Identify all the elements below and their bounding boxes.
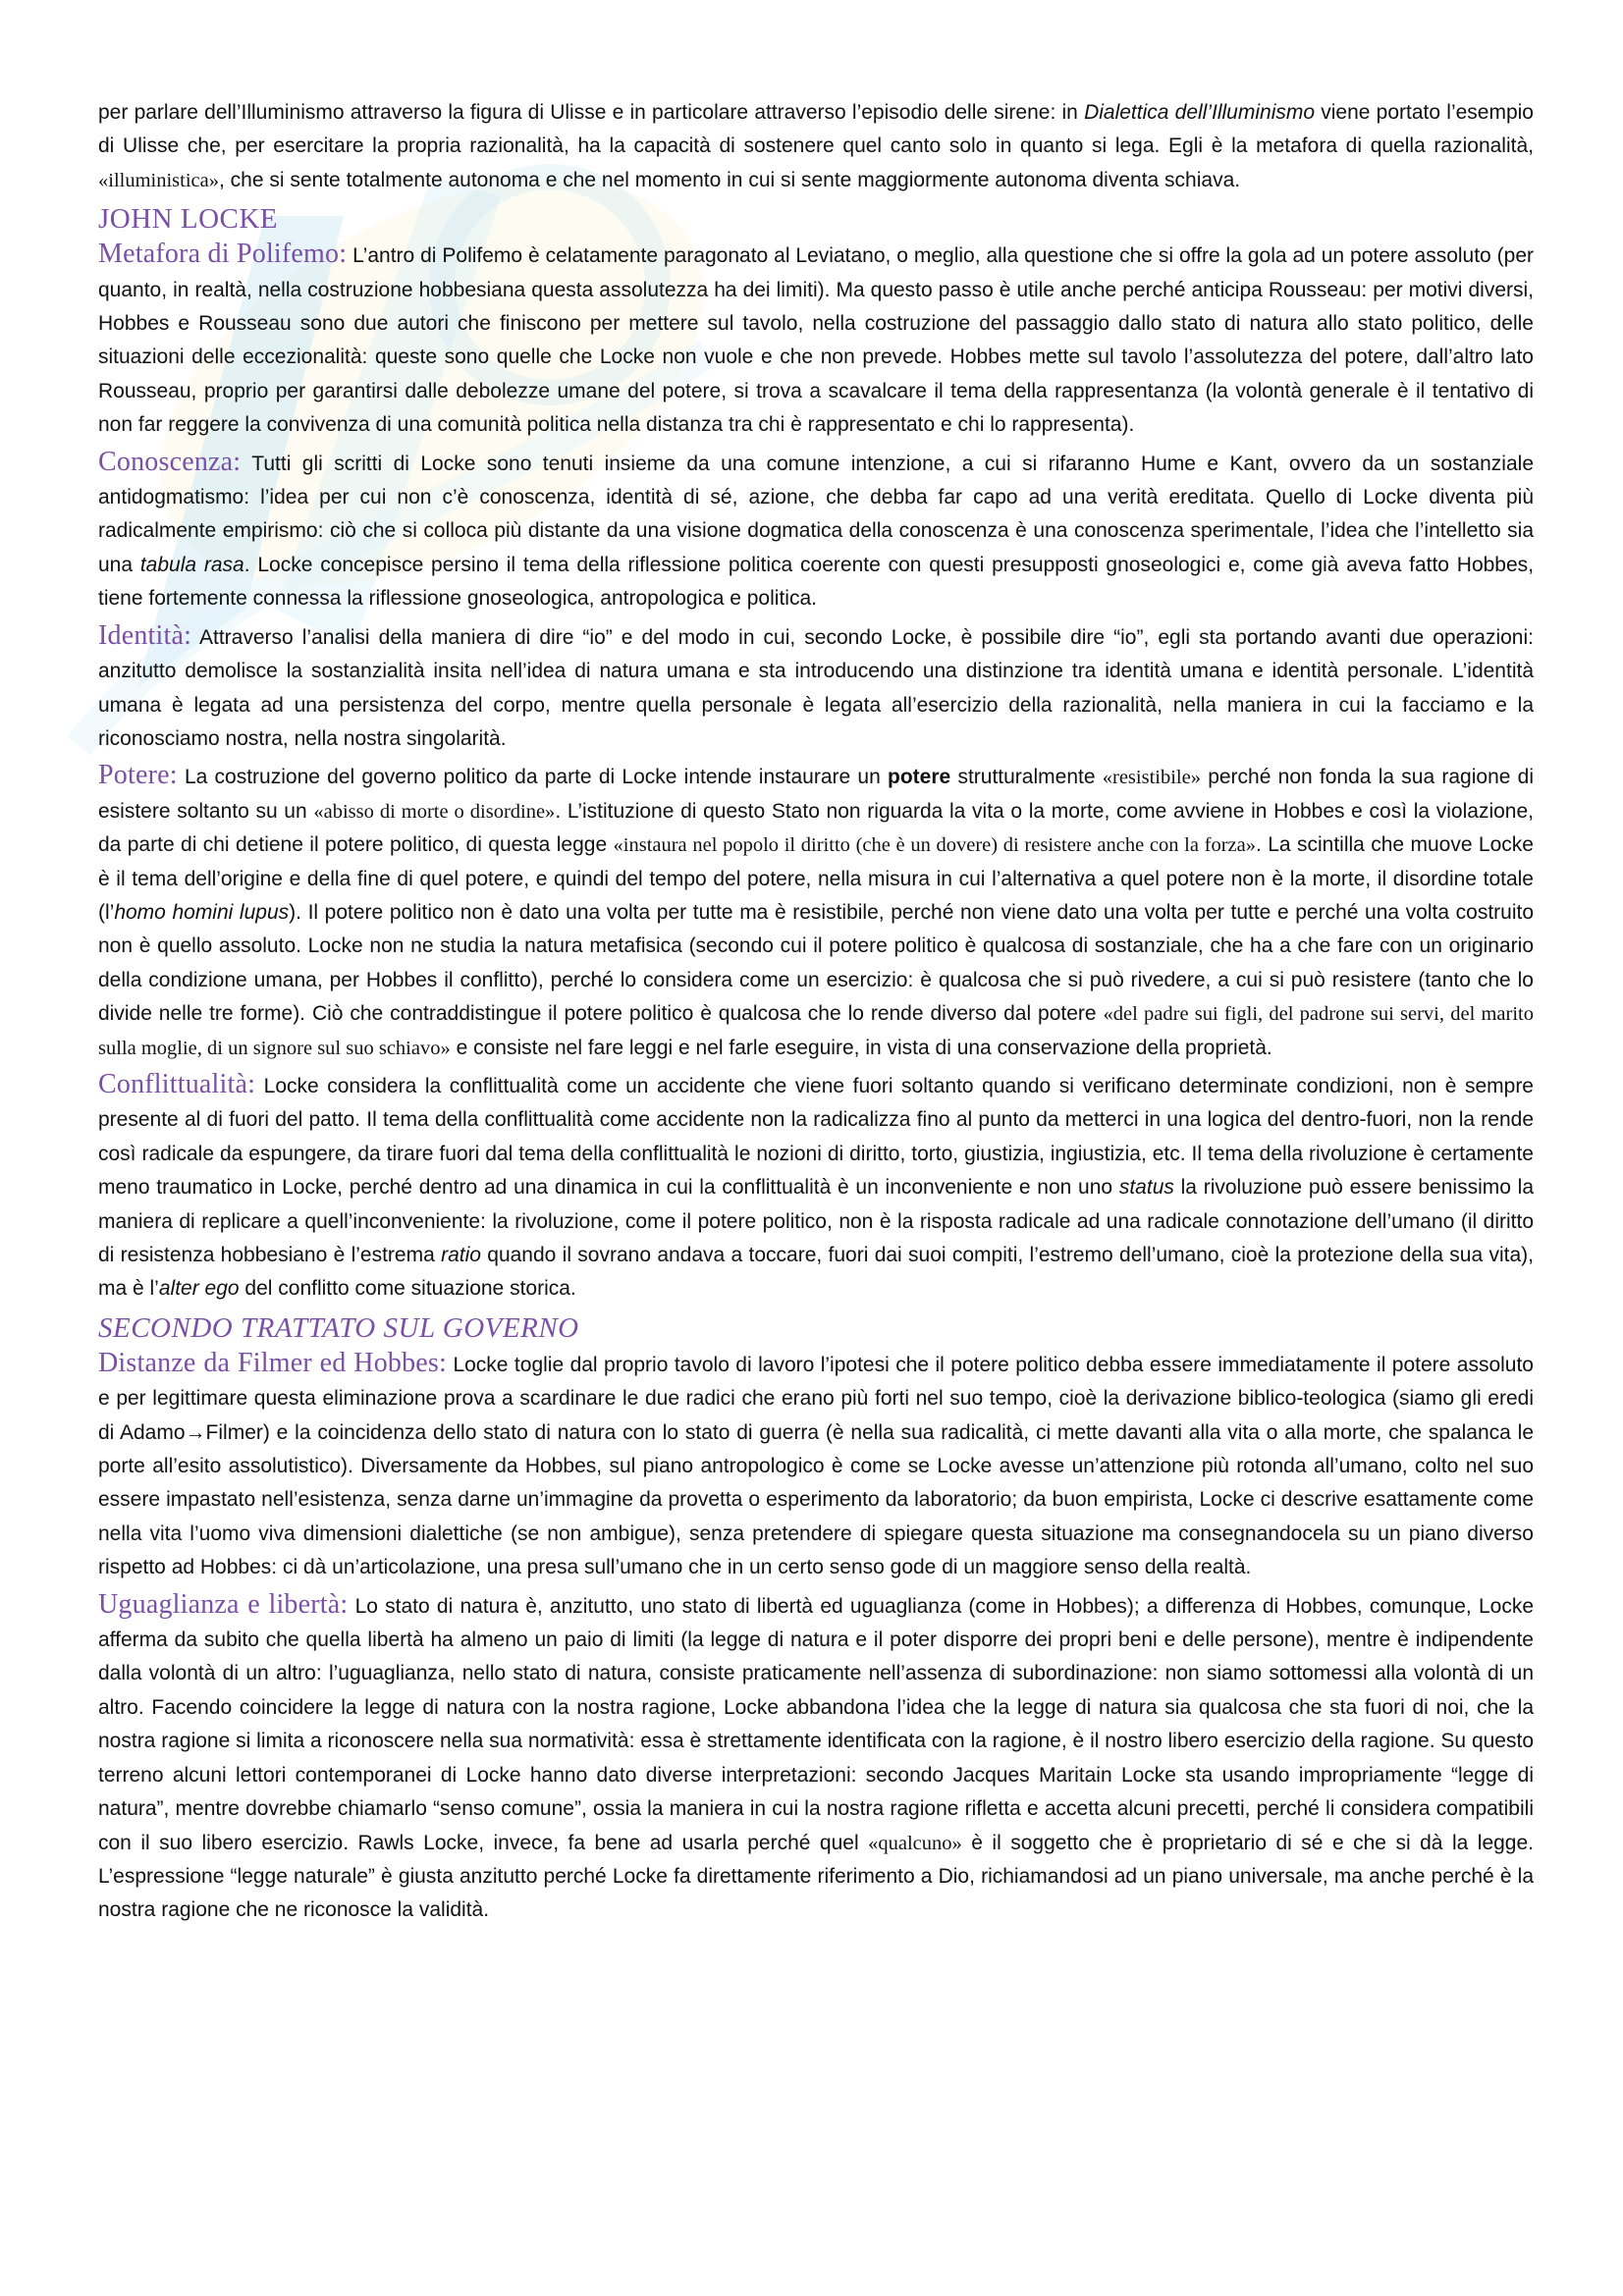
paragraph-lead: Uguaglianza e libertà: bbox=[98, 1588, 349, 1620]
latin-term: ratio bbox=[441, 1244, 481, 1266]
text-run: La costruzione del governo politico da parte di Locke intende instaurare un bbox=[177, 766, 889, 789]
paragraph-lead: Metafora di Polifemo: bbox=[98, 239, 348, 270]
paragraph-filmer-hobbes bbox=[98, 1347, 1534, 1585]
text-run: , che si sente totalmente autonoma e che nel momento in cui si sente maggiormente autonoma diventa schiava. bbox=[219, 168, 1241, 191]
paragraph-lead: Potere: bbox=[98, 760, 178, 791]
text-run: viene portato l’esempio di Ulisse che, per esercitare la propria razionalità, ha la capacità di sostenere quel canto solo in quanto si lega. Egli è la metafora di quella razionalità, bbox=[98, 101, 1534, 158]
bold-term: potere bbox=[888, 766, 951, 789]
paragraph-lead: Distanze da Filmer ed Hobbes: bbox=[98, 1347, 448, 1378]
paragraph-identita bbox=[98, 619, 1534, 757]
paragraph-lead: Identità: bbox=[98, 619, 192, 651]
quote: «del padre sui figli, del padrone sui servi, del marito sulla moglie, di un signore sul suo schiavo» bbox=[98, 1003, 1534, 1059]
text-run: e consiste nel fare leggi e nel farle eseguire, in vista di una conservazione della proprietà. bbox=[450, 1036, 1272, 1059]
quote: «resistibile» bbox=[1102, 767, 1201, 789]
text-run: ). Il potere politico non è dato una volta per tutte ma è resistibile, perché non viene dato una volta per tutte e perché una volta costruito non è quello assoluto. Locke non ne studia la natura metafisica (secondo cui il potere politico è qualcosa di sostanziale, che ha a che fare con un originario della condizione umana, per Hobbes il conflitto), perché lo considera come un esercizio: è qualcosa che si può rivedere, a cui si può resistere (tanto che lo divide nelle tre forme). Ciò che contraddistingue il potere politico è qualcosa che lo rende diverso dal potere bbox=[98, 900, 1535, 1026]
text-run: . La scintilla che muove Locke è il tema dell’origine e della fine di quel potere, e quindi del tempo del potere, nella misura in cui l’alternativa a quel potere non è la morte, il disordine totale (l’ bbox=[98, 833, 1534, 924]
text-run: Lo stato di natura è, anzitutto, uno stato di libertà ed uguaglianza (come in Hobbes); a differenza di Hobbes, comunque, Locke afferma da subito che quella libertà ha almeno un paio di limiti (la legge di natura e il poter disporre dei propri beni e delle persone), mentre è indipendente dalla volontà di un altro: l’uguaglianza, nello stato di natura, consiste praticamente nell’assenza di subordinazione: non siamo sottomessi alla volontà di un altro. Facendo coincidere la legge di natura con la nostra ragione, Locke abbandona l’idea che la legge di natura sia qualcosa che sta fuori di noi, che la nostra ragione si limita a riconoscere nella sua normatività: essa è strettamente identificata con la ragione, è il nostro libero esercizio della ragione. Su questo terreno alcuni lettori contemporanei di Locke hanno dato diverse interpretazioni: secondo Jacques Maritain Locke sta usando impropriamente “legge di natura”, mentre dovrebbe chiamarlo “senso comune”, ossia la maniera in cui la nostra ragione rifletta e accetta alcuni precetti, perché li considera compatibili con il suo libero esercizio. Rawls Locke, invece, fa bene ad usarla perché quel bbox=[98, 1594, 1534, 1854]
text-run: strutturalmente bbox=[950, 766, 1103, 789]
text-run: per parlare dell’Illuminismo attraverso la figura di Ulisse e in particolare attraverso l’episodio delle sirene: in bbox=[98, 101, 1085, 124]
paragraph-potere bbox=[98, 759, 1534, 1065]
text-run: del conflitto come situazione storica. bbox=[239, 1277, 576, 1301]
text-run: L’antro di Polifemo è celatamente paragonato al Leviatano, o meglio, alla questione che si offre la gola ad un potere assoluto (per quanto, in realtà, nella costruzione hobbesiana questa assolutezza ha dei limiti). Ma questo passo è utile anche perché anticipa Rousseau: per motivi diversi, Hobbes e Rousseau sono due autori che finiscono per mettere sul tavolo, nella costruzione del passaggio dallo stato di natura allo stato politico, delle situazioni delle eccezionalità: queste sono quelle che Locke non vuole e che non prevede. Hobbes mette sul tavolo l’assolutezza del potere, dall’altro lato Rousseau, proprio per garantirsi dalle debolezze umane del potere, si trova a scavalcare il tema della rappresentanza (la volontà generale è il tentativo di non far reggere la convivenza di una comunità politica nella distanza tra chi è rappresentato e chi lo rappresenta). bbox=[98, 244, 1534, 437]
latin-term: homo homini lupus bbox=[114, 900, 290, 924]
text-run: quando il sovrano andava a toccare, fuori dai suoi compiti, l’estremo dell’umano, cioè la protezione della sua vita), ma è l’ bbox=[98, 1244, 1534, 1301]
text-run: perché non fonda la sua ragione di esistere soltanto su un bbox=[98, 766, 1535, 823]
paragraph-lead: Conoscenza: bbox=[98, 446, 242, 477]
paragraph-conoscenza bbox=[98, 446, 1534, 616]
quote: «abisso di morte o disordine» bbox=[313, 800, 556, 823]
paragraph-lead: Conflittualità: bbox=[98, 1068, 256, 1099]
quote: «illuministica» bbox=[98, 169, 219, 191]
latin-term: status bbox=[1118, 1176, 1174, 1200]
latin-term: tabula rasa bbox=[139, 553, 244, 576]
text-run: . L’istituzione di questo Stato non riguarda la vita o la morte, come avviene in Hobbes e così la violazione, da parte di chi detiene il potere politico, di questa legge bbox=[98, 799, 1534, 857]
text-run: la rivoluzione può essere benissimo la maniera di replicare a quell’inconveniente: la rivoluzione, come il potere politico, non è la risposta radicale ad una radicale connotazione dell’umano (il diritto di resistenza hobbesiano è l’estrema bbox=[98, 1176, 1534, 1266]
text-run: Locke toglie dal proprio tavolo di lavoro l’ipotesi che il potere politico debba essere immediatamente il potere assoluto e per legittimare questa eliminazione prova a scardinare le due radici che erano più forti nel suo tempo, cioè la derivazione biblico-teologica (siamo gli eredi di Adamo→Filmer) e la coincidenza dello stato di natura con lo stato di guerra (è nella sua radicalità, ci mette davanti alla vita o alla morte, che spalanca le porte all’esito assolutistico). Diversamente da Hobbes, sul piano antropologico è come se Locke avesse un’attenzione più rotonda all’umano, colto nel suo essere impastato nell’esistenza, senza darne un’immagine da provetta o esperimento da laboratorio; da buon empirista, Locke ci descrive esattamente come nella vita l’uomo viva dimensioni dialettiche (se non ambigue), senza pretendere di spiegare questa situazione ma consegnandocela su un piano diverso rispetto ad Hobbes: ci dà un’articolazione, una presa sull’umano che in un certo senso gode di un maggiore senso della realtà. bbox=[98, 1353, 1534, 1579]
latin-term: alter ego bbox=[158, 1277, 240, 1301]
text-run: Tutti gli scritti di Locke sono tenuti insieme da una comune intenzione, a cui si rifaranno Hume e Kant, ovvero da un sostanziale antidogmatismo: l’idea per cui non c’è conoscenza, identità di sé, azione, che debba far capo ad una verità ereditata. Quello di Locke diventa più radicalmente empirismo: ciò che si colloca più distante da una visione dogmatica della conoscenza è una conoscenza sperimentale, l’idea che l’intelletto sia una bbox=[98, 452, 1534, 576]
paragraph-conflittualita bbox=[98, 1068, 1534, 1307]
book-title: Dialettica dell’Illuminismo bbox=[1084, 101, 1316, 124]
document-body bbox=[98, 96, 1534, 1931]
text-run: Locke considera la conflittualità come un accidente che viene fuori soltanto quando si verificano determinate condizioni, non è sempre presente al di fuori del patto. Il tema della conflittualità come accidente non la radicalizza fino al punto da metterci in una logica del dentro-fuori, non la rende così radicale da espungere, da tirare fuori dal tema della conflittualità le nozioni di diritto, torto, giustizia, ingiustizia, etc. Il tema della rivoluzione è certamente meno traumatico in Locke, perché dentro ad una dinamica in cui la conflittualità è un inconveniente e non uno bbox=[98, 1074, 1534, 1200]
text-run: . Locke concepisce persino il tema della riflessione politica coerente con questi presupposti gnoseologici e, come già aveva fatto Hobbes, tiene fortemente connessa la riflessione gnoseologica, antropologica e politica. bbox=[98, 553, 1535, 611]
quote: «instaura nel popolo il diritto (che è un dovere) di resistere anche con la forza» bbox=[613, 834, 1257, 857]
paragraph-ulisse bbox=[98, 96, 1534, 197]
text-run: è il soggetto che è proprietario di sé e che si dà la legge. L’espressione “legge naturale” è giusta anzitutto perché Locke fa direttamente riferimento a Dio, richiamandosi ad un piano universale, ma anche perché è la nostra ragione che ne riconosce la validità. bbox=[98, 1831, 1534, 1922]
paragraph-polifemo bbox=[98, 238, 1534, 442]
section-heading-john-locke: JOHN LOCKE bbox=[98, 203, 279, 236]
text-run: Attraverso l’analisi della maniera di dire “io” e del modo in cui, secondo Locke, è possibile dire “io”, egli sta portando avanti due operazioni: anzitutto demolisce la sostanzialità insita nell’idea di natura umana e sta introducendo una distinzione tra identità umana e identità personale. L’identità umana è legata ad una persistenza del corpo, mentre quella personale è legata all’esercizio della razionalità, nella maniera in cui la facciamo e la riconosciamo nostra, nella nostra singolarità. bbox=[98, 625, 1534, 750]
section-heading-secondo-trattato: SECONDO TRATTATO SUL GOVERNO bbox=[98, 1311, 579, 1344]
paragraph-uguaglianza bbox=[98, 1588, 1534, 1928]
quote: «qualcuno» bbox=[868, 1832, 962, 1854]
